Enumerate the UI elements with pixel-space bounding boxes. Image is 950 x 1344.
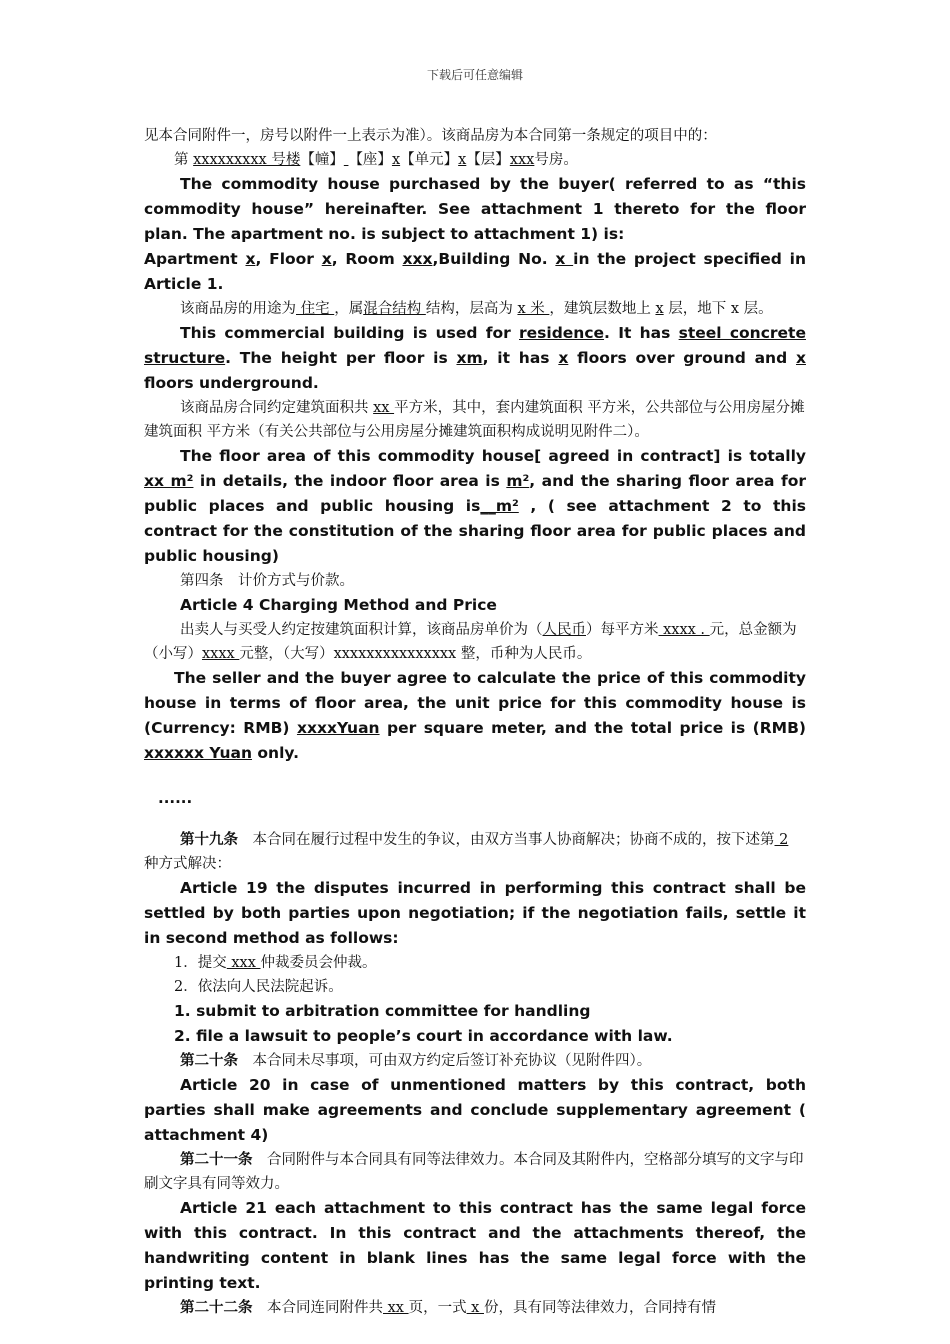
article-19-cn: 第十九条 本合同在履行过程中发生的争议，由双方当事人协商解决；协商不成的，按下述第 2 种方式解决： bbox=[144, 831, 789, 872]
article-20-cn: 第二十条 本合同未尽事项，可由双方约定后签订补充协议（见附件四）。 bbox=[180, 1052, 652, 1069]
paragraph-en-floor-area: The floor area of this commodity house[ agreed in contract] is totally xx m² in details, the indoor floor area is m², and the sharing floor area for public places and public housing is__m² , ( see attachment 2 to this contract for the constitution of the sharing floor area for public places and public housing) bbox=[144, 447, 807, 565]
paragraph-cn-floor-area: 该商品房合同约定建筑面积共 xx 平方米，其中，套内建筑面积 平方米，公共部位与公用房屋分摊建筑面积 平方米（有关公共部位与公用房屋分摊建筑面积构成说明见附件二）。 bbox=[144, 400, 805, 440]
paragraph-cn-price: 出卖人与买受人约定按建筑面积计算，该商品房单价为（人民币）每平方米 xxxx . 元，总金额为（小写）xxxx 元整，（大写）xxxxxxxxxxxxxxx 整，币种为人民币。 bbox=[144, 622, 797, 662]
article-20-en: Article 20 in case of unmentioned matters by this contract, both parties shall make agreements and conclude supplementary agreement ( attachment 4) bbox=[144, 1076, 806, 1144]
article-21-cn: 第二十一条 合同附件与本合同具有同等法律效力。本合同及其附件内，空格部分填写的文字与印刷文字具有同等效力。 bbox=[144, 1151, 804, 1192]
list-item-arbitration-en: 1. submit to arbitration committee for handling bbox=[174, 1002, 591, 1020]
ellipsis: ...... bbox=[158, 789, 193, 807]
page-header: 下载后可任意编辑 bbox=[426, 68, 523, 82]
article-22-cn: 第二十二条 本合同连同附件共 xx 页，一式 x 份，具有同等法律效力，合同持有情 bbox=[180, 1299, 716, 1316]
paragraph-cn-apartment: 第 xxxxxxxxx 号楼【幢】 【座】x【单元】x【层】xxx号房。 bbox=[174, 152, 578, 168]
article-19-en: Article 19 the disputes incurred in performing this contract shall be settled by both parties upon negotiation; if the negotiation fails, settle it in second method as follows: bbox=[144, 879, 806, 947]
list-item-arbitration-cn: 1．提交 xxx 仲裁委员会仲裁。 bbox=[174, 955, 377, 971]
paragraph-en-usage: This commercial building is used for residence. It has steel concrete structure. The height per floor is xm, it has x floors over ground and x floors underground. bbox=[144, 324, 806, 392]
paragraph-en-price: The seller and the buyer agree to calculate the price of this commodity house in terms of floor area, the unit price for this commodity house is (Currency: RMB) xxxxYuan per square meter, and the total price is (RMB) xxxxxx Yuan only. bbox=[144, 669, 806, 762]
list-item-lawsuit-cn: 2．依法向人民法院起诉。 bbox=[174, 979, 343, 995]
document-body bbox=[144, 124, 806, 1320]
list-item-lawsuit-en: 2. file a lawsuit to people’s court in accordance with law. bbox=[174, 1027, 673, 1045]
paragraph-cn-usage: 该商品房的用途为 住宅 ，属混合结构 结构，层高为 x 米 ，建筑层数地上 x 层，地下 x 层。 bbox=[180, 301, 773, 317]
article-21-en: Article 21 each attachment to this contract has the same legal force with this contract. In this contract and the attachments thereof, the handwriting content in blank lines has the same legal force with the printing text. bbox=[144, 1199, 806, 1292]
article-4-title-cn: 第四条 计价方式与价款。 bbox=[180, 573, 354, 589]
spacer bbox=[144, 810, 806, 828]
paragraph-cn-1: 见本合同附件一，房号以附件一上表示为准）。该商品房为本合同第一条规定的项目中的： bbox=[144, 128, 717, 144]
paragraph-en-commodity-house: The commodity house purchased by the buyer( referred to as “this commodity house” hereinafter. See attachment 1 thereto for the floor plan. The apartment no. is subject to attachment 1) is: bbox=[144, 175, 806, 243]
paragraph-en-apartment: Apartment x, Floor x, Room xxx,Building No. x in the project specified in Article 1. bbox=[144, 250, 806, 293]
spacer bbox=[144, 766, 806, 786]
article-4-title-en: Article 4 Charging Method and Price bbox=[180, 596, 497, 614]
